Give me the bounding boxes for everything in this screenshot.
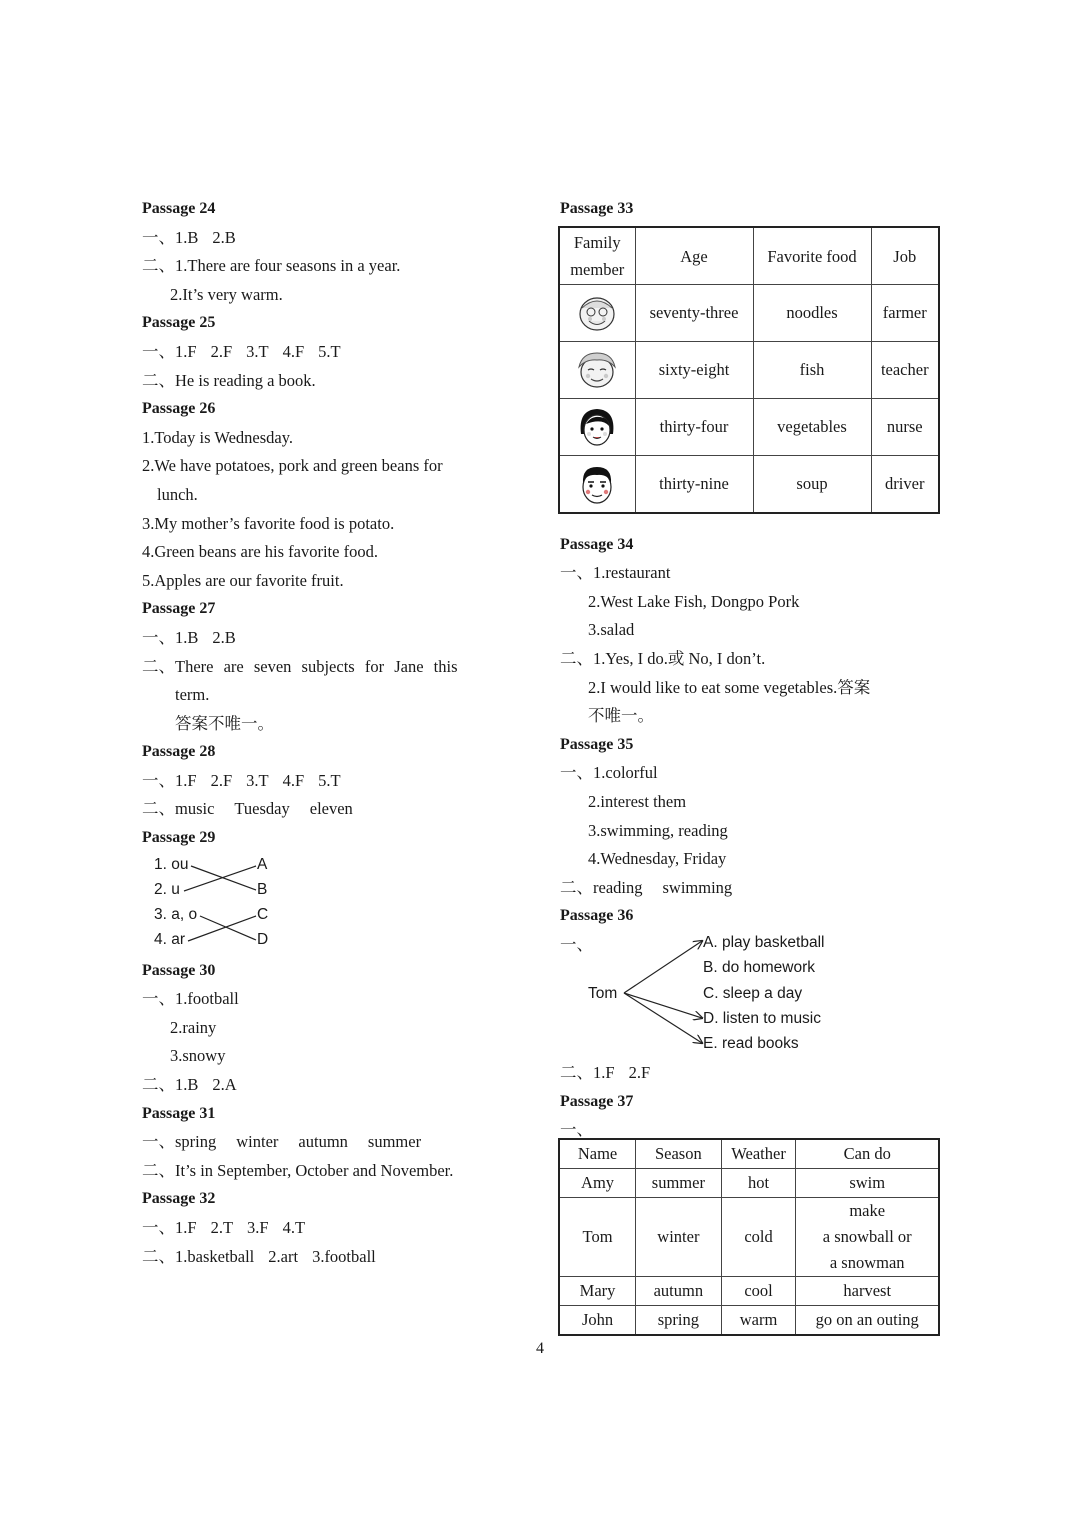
passage-32-title: Passage 32	[142, 1190, 216, 1208]
passage-24-part1: 一、1.B 2.B	[142, 227, 236, 247]
passage-27-part2: 二、There are seven subjects for Jane this	[142, 656, 458, 676]
passage-31-part2: 二、It’s in September, October and November.	[142, 1160, 454, 1180]
match-right-d: D	[257, 930, 269, 948]
passage-24-title: Passage 24	[142, 200, 216, 217]
can-do-cell: make a snowball or a snowman	[796, 1198, 939, 1277]
passage-27-note: 答案不唯一。	[175, 713, 274, 733]
match-lines	[142, 853, 272, 957]
header-weather: Weather	[721, 1139, 796, 1169]
passage-26-line1: 1.Today is Wednesday.	[142, 427, 294, 447]
match-left-4: 4. ar	[154, 930, 186, 948]
passage-35-part2: 二、reading swimming	[560, 877, 733, 897]
passage-30-part2: 二、1.B 2.A	[142, 1075, 237, 1095]
season-cell: summer	[636, 1169, 722, 1198]
watermark-logo	[881, 1433, 1066, 1519]
grandma-icon	[574, 347, 620, 393]
passage-34-part2-answer2b: 不唯一。	[588, 706, 654, 726]
activity-d: D. listen to music	[703, 1009, 822, 1027]
passage-24-part2-line2: 2.It’s very warm.	[170, 284, 283, 304]
passage-26-line2b: lunch.	[157, 484, 198, 504]
passage-26-line2: 2.We have potatoes, pork and green beans for	[142, 456, 443, 476]
passage-34-part2-answer1: 二、1.Yes, I do.或 No, I don’t.	[560, 648, 766, 668]
passage-25-part2: 二、He is reading a book.	[142, 370, 316, 390]
season-cell: autumn	[636, 1277, 722, 1306]
father-icon	[574, 461, 620, 507]
passage-26-line5: 5.Apples are our favorite fruit.	[142, 570, 344, 590]
table-row	[559, 285, 939, 342]
activity-e: E. read books	[703, 1034, 799, 1052]
age-cell: sixty-eight	[635, 342, 753, 399]
mother-icon	[574, 404, 620, 450]
grandpa-icon	[574, 290, 620, 336]
diagram-center-tom: Tom	[588, 984, 618, 1002]
name-cell: Amy	[559, 1169, 636, 1198]
header-family-member: Family member	[559, 227, 635, 285]
activity-c: C. sleep a day	[703, 984, 803, 1002]
passage-36-title: Passage 36	[560, 907, 634, 925]
table-row	[559, 1277, 939, 1306]
passage-30-answer2: 2.rainy	[170, 1017, 217, 1037]
can-do-cell: swim	[796, 1169, 939, 1198]
activity-b: B. do homework	[703, 958, 815, 976]
passage-31-title: Passage 31	[142, 1104, 216, 1122]
header-season: Season	[636, 1139, 722, 1169]
can-do-cell: go on an outing	[796, 1306, 939, 1336]
passage-24-part2: 二、1.There are four seasons in a year.	[142, 256, 401, 276]
age-cell: thirty-four	[635, 399, 753, 456]
arrow-to-d	[624, 993, 702, 1018]
weather-cell: cold	[721, 1198, 796, 1277]
passage-36-part2: 二、1.F 2.F	[560, 1062, 651, 1082]
food-cell: fish	[753, 342, 871, 399]
name-cell: Mary	[559, 1277, 636, 1306]
name-cell: Tom	[559, 1198, 636, 1277]
passage-36-prefix: 一、	[560, 934, 593, 954]
watermark-logo-icon	[881, 1433, 1066, 1519]
header-job: Job	[871, 227, 939, 285]
job-cell: farmer	[871, 285, 939, 342]
food-cell: noodles	[753, 285, 871, 342]
passage-26-line4: 4.Green beans are his favorite food.	[142, 542, 378, 562]
match-right-a: A	[257, 855, 268, 873]
table-header-row	[559, 1139, 939, 1169]
passage-35-answer3: 3.swimming, reading	[588, 820, 728, 840]
passage-32-part2: 二、1.basketball 2.art 3.football	[142, 1246, 376, 1266]
passage-27-part2-line2: term.	[175, 685, 210, 705]
table-row	[559, 456, 939, 514]
passage-33-title: Passage 33	[560, 200, 634, 217]
passage-30-answer3: 3.snowy	[170, 1046, 226, 1066]
passage-35-answer4: 4.Wednesday, Friday	[588, 849, 727, 869]
passage-35-title: Passage 35	[560, 735, 634, 753]
job-cell: nurse	[871, 399, 939, 456]
header-favorite-food: Favorite food	[753, 227, 871, 285]
job-cell: teacher	[871, 342, 939, 399]
passage-36-diagram	[560, 931, 945, 1059]
weather-cell: cool	[721, 1277, 796, 1306]
passage-33-table	[558, 226, 940, 514]
match-left-1: 1. ou	[154, 855, 189, 873]
passage-37-prefix: 一、	[560, 1120, 593, 1140]
passage-27-part1: 一、1.B 2.B	[142, 627, 236, 647]
match-left-2: 2. u	[154, 880, 180, 898]
season-cell: winter	[636, 1198, 722, 1277]
header-can-do: Can do	[796, 1139, 939, 1169]
left-column	[142, 195, 527, 1271]
passage-34-title: Passage 34	[560, 535, 634, 553]
match-right-c: C	[257, 905, 269, 923]
line-2-a	[184, 866, 256, 891]
passage-37-title: Passage 37	[560, 1092, 634, 1110]
passage-34-answer1: 一、1.restaurant	[560, 563, 671, 583]
weather-cell: hot	[721, 1169, 796, 1198]
passage-30-answer1: 一、1.football	[142, 989, 239, 1009]
passage-26-title: Passage 26	[142, 400, 216, 418]
passage-32-part1: 一、1.F 2.T 3.F 4.T	[142, 1218, 306, 1237]
table-row	[559, 1198, 939, 1277]
arrow-to-a	[624, 941, 702, 993]
passage-34-part2-answer2: 2.I would like to eat some vegetables.答案	[588, 677, 871, 697]
arrow-to-e	[624, 993, 702, 1043]
season-cell: spring	[636, 1306, 722, 1336]
name-cell: John	[559, 1306, 636, 1336]
line-4-c	[188, 916, 256, 941]
passage-34-answer2: 2.West Lake Fish, Dongpo Pork	[588, 591, 800, 611]
passage-25-title: Passage 25	[142, 314, 216, 332]
passage-37-table	[558, 1138, 940, 1336]
job-cell: driver	[871, 456, 939, 514]
age-cell: thirty-nine	[635, 456, 753, 514]
passage-27-title: Passage 27	[142, 600, 216, 618]
activity-a: A. play basketball	[703, 933, 825, 951]
arrow-lines	[560, 931, 720, 1059]
passage-29-matching-diagram	[142, 853, 527, 957]
table-row	[559, 399, 939, 456]
passage-31-part1: 一、spring winter autumn summer	[142, 1132, 422, 1152]
passage-28-part1: 一、1.F 2.F 3.T 4.F 5.T	[142, 770, 341, 790]
table-row	[559, 342, 939, 399]
passage-26-line3: 3.My mother’s favorite food is potato.	[142, 513, 395, 533]
table-header-row	[559, 227, 939, 285]
passage-35-answer1: 一、1.colorful	[560, 763, 658, 783]
passage-28-title: Passage 28	[142, 743, 216, 761]
can-do-cell: harvest	[796, 1277, 939, 1306]
food-cell: vegetables	[753, 399, 871, 456]
match-left-3: 3. a, o	[154, 905, 198, 923]
page-number: 4	[536, 1340, 544, 1357]
passage-35-answer2: 2.interest them	[588, 791, 687, 811]
age-cell: seventy-three	[635, 285, 753, 342]
table-row	[559, 1169, 939, 1198]
table-row	[559, 1306, 939, 1336]
passage-25-part1: 一、1.F 2.F 3.T 4.F 5.T	[142, 341, 341, 361]
passage-29-title: Passage 29	[142, 829, 216, 847]
header-name: Name	[559, 1139, 636, 1169]
food-cell: soup	[753, 456, 871, 514]
passage-28-part2: 二、music Tuesday eleven	[142, 799, 353, 819]
header-age: Age	[635, 227, 753, 285]
passage-30-title: Passage 30	[142, 961, 216, 979]
match-right-b: B	[257, 880, 268, 898]
weather-cell: warm	[721, 1306, 796, 1336]
passage-34-answer3: 3.salad	[588, 620, 635, 640]
